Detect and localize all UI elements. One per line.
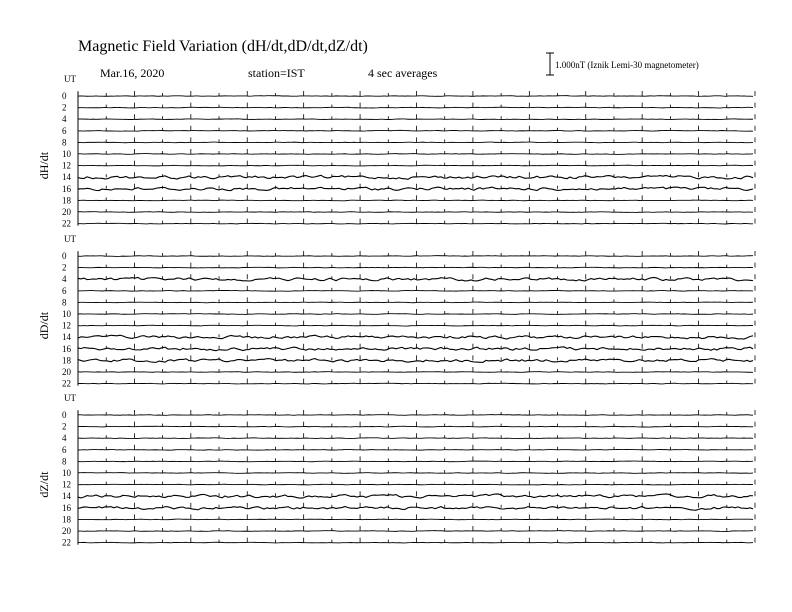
station-label: station=IST <box>248 66 305 80</box>
ut-label: UT <box>64 74 76 84</box>
hour-tick-label: 14 <box>62 172 71 183</box>
trace-row <box>78 119 753 120</box>
trace-row <box>78 325 753 326</box>
hour-tick-label: 14 <box>62 491 71 502</box>
hour-tick-label: 22 <box>62 378 71 389</box>
trace-row <box>78 212 753 213</box>
trace-row <box>78 484 753 485</box>
hour-tick-label: 16 <box>62 343 71 354</box>
hour-tick-label: 6 <box>62 285 67 296</box>
trace-row <box>78 290 753 291</box>
hour-tick-label: 2 <box>62 421 67 432</box>
hour-tick-label: 22 <box>62 537 71 548</box>
trace-row <box>78 314 753 315</box>
trace-row <box>78 542 753 543</box>
hour-tick-label: 20 <box>62 526 71 536</box>
panel-ylabel: dZ/dt <box>37 471 51 498</box>
trace-row <box>78 267 753 268</box>
trace-row <box>78 426 753 427</box>
hour-tick-label: 12 <box>62 160 71 171</box>
trace-row <box>78 494 753 498</box>
ut-label: UT <box>64 393 76 403</box>
hour-tick-label: 20 <box>62 367 71 377</box>
trace-row <box>78 200 753 201</box>
panel-ylabel: dD/dt <box>37 311 51 340</box>
averaging-label: 4 sec averages <box>368 66 438 80</box>
trace-row <box>78 347 753 351</box>
hour-tick-label: 6 <box>62 125 67 136</box>
hour-tick-label: 2 <box>62 102 67 113</box>
trace-row <box>78 473 753 474</box>
trace-row <box>78 165 753 166</box>
hour-tick-label: 20 <box>62 207 71 217</box>
scale-bar-label: 1.000nT (Iznik Lemi-30 magnetometer) <box>555 60 699 70</box>
trace-row <box>78 142 753 143</box>
trace-row <box>78 359 753 363</box>
hour-tick-label: 10 <box>62 468 71 478</box>
hour-tick-label: 14 <box>62 332 71 343</box>
trace-row <box>78 449 753 450</box>
trace-row <box>78 277 753 281</box>
trace-row <box>78 415 753 416</box>
hour-tick-label: 0 <box>62 410 67 420</box>
hour-tick-label: 8 <box>62 456 67 467</box>
hour-tick-label: 10 <box>62 149 71 159</box>
hour-tick-label: 8 <box>62 137 67 148</box>
trace-row <box>78 107 753 108</box>
hour-tick-label: 4 <box>62 114 67 125</box>
trace-row <box>78 175 753 179</box>
trace-row <box>78 438 753 439</box>
hour-tick-label: 16 <box>62 183 71 194</box>
trace-row <box>78 383 753 384</box>
trace-row <box>78 154 753 155</box>
trace-row <box>78 96 753 97</box>
trace-row <box>78 187 753 190</box>
trace-row <box>78 531 753 532</box>
trace-row <box>78 372 753 373</box>
hour-tick-label: 16 <box>62 502 71 513</box>
hour-tick-label: 4 <box>62 433 67 444</box>
trace-row <box>78 335 753 339</box>
hour-tick-label: 4 <box>62 274 67 285</box>
trace-row <box>78 461 753 462</box>
hour-tick-label: 10 <box>62 309 71 319</box>
trace-row <box>78 506 753 510</box>
trace-row <box>78 256 753 257</box>
hour-tick-label: 8 <box>62 297 67 308</box>
hour-tick-label: 18 <box>62 355 71 366</box>
hour-tick-label: 2 <box>62 262 67 273</box>
trace-row <box>78 223 753 224</box>
hour-tick-label: 22 <box>62 218 71 229</box>
trace-row <box>78 519 753 520</box>
hour-tick-label: 18 <box>62 514 71 525</box>
hour-tick-label: 6 <box>62 444 67 455</box>
hour-tick-label: 0 <box>62 91 67 101</box>
hour-tick-label: 18 <box>62 195 71 206</box>
date-label: Mar.16, 2020 <box>100 66 165 80</box>
panel-ylabel: dH/dt <box>37 151 51 180</box>
hour-tick-label: 12 <box>62 479 71 490</box>
trace-row <box>78 302 753 303</box>
chart-title: Magnetic Field Variation (dH/dt,dD/dt,dZ/dt) <box>78 38 368 55</box>
ut-label: UT <box>64 234 76 244</box>
hour-tick-label: 12 <box>62 320 71 331</box>
hour-tick-label: 0 <box>62 251 67 261</box>
trace-row <box>78 130 753 131</box>
